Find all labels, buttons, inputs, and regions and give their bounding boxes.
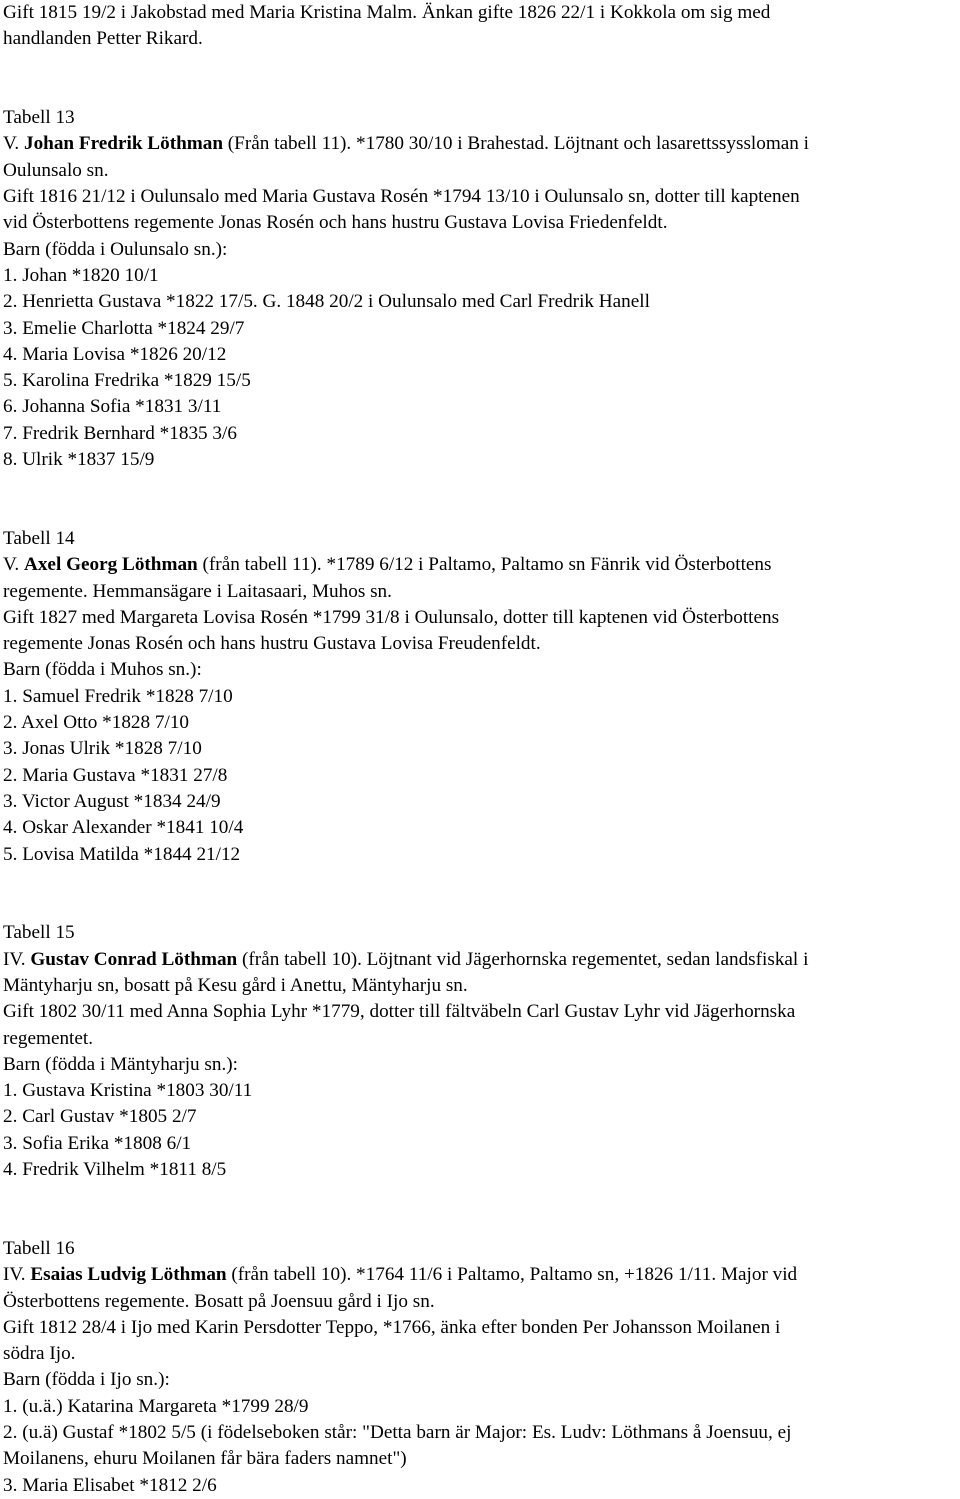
child-item: 5. Lovisa Matilda *1844 21/12 xyxy=(3,843,241,865)
body-line: vid Österbottens regemente Jonas Rosén och hans hustru Gustava Lovisa Friedenfeldt. xyxy=(3,212,668,234)
child-item: 2. Axel Otto *1828 7/10 xyxy=(3,712,190,734)
child-item: 4. Fredrik Vilhelm *1811 8/5 xyxy=(3,1159,227,1181)
section-tabell-13 xyxy=(3,105,956,473)
intro-line: handlanden Petter Rikard. xyxy=(3,28,203,50)
children-heading: Barn (födda i Muhos sn.): xyxy=(3,659,202,681)
section-tabell-16 xyxy=(3,1236,956,1499)
child-item: 3. Victor August *1834 24/9 xyxy=(3,790,221,812)
body-line: Gift 1802 30/11 med Anna Sophia Lyhr *1779, dotter till fältväbeln Carl Gustav Lyhr vid Jägerhornska xyxy=(3,1001,796,1023)
child-item: 3. Sofia Erika *1808 6/1 xyxy=(3,1132,192,1154)
section-tabell-14 xyxy=(3,526,956,868)
person-line xyxy=(3,552,956,578)
spacer xyxy=(3,1183,956,1236)
person-line xyxy=(3,1262,956,1288)
section-tabell-15 xyxy=(3,920,956,1183)
body-line: regemente Jonas Rosén och hans hustru Gustava Lovisa Freudenfeldt. xyxy=(3,633,541,655)
section-heading: Tabell 14 xyxy=(3,527,75,549)
child-item: 3. Jonas Ulrik *1828 7/10 xyxy=(3,738,202,760)
child-item: 1. Samuel Fredrik *1828 7/10 xyxy=(3,685,233,707)
person-suffix: (från tabell 10). *1764 11/6 i Paltamo, Paltamo sn, +1826 1/11. Major vid xyxy=(226,1264,798,1286)
person-name: Axel Georg Löthman xyxy=(23,554,198,576)
person-name: Johan Fredrik Löthman xyxy=(23,133,223,155)
child-item: 5. Karolina Fredrika *1829 15/5 xyxy=(3,370,251,392)
child-item: 2. Maria Gustava *1831 27/8 xyxy=(3,764,228,786)
child-item: 1. (u.ä.) Katarina Margareta *1799 28/9 xyxy=(3,1395,309,1417)
child-item: Moilanens, ehuru Moilanen får bära faders namnet") xyxy=(3,1448,407,1470)
child-item: 8. Ulrik *1837 15/9 xyxy=(3,449,155,471)
body-line: Oulunsalo sn. xyxy=(3,159,109,181)
person-name: Gustav Conrad Löthman xyxy=(30,948,238,970)
child-item: 1. Gustava Kristina *1803 30/11 xyxy=(3,1080,253,1102)
person-line xyxy=(3,947,956,973)
intro-line: Gift 1815 19/2 i Jakobstad med Maria Kristina Malm. Änkan gifte 1826 22/1 i Kokkola om sig med xyxy=(3,2,771,23)
child-item: 2. Carl Gustav *1805 2/7 xyxy=(3,1106,197,1128)
spacer xyxy=(3,868,956,921)
body-line: Mäntyharju sn, bosatt på Kesu gård i Anettu, Mäntyharju sn. xyxy=(3,974,468,996)
person-prefix: IV. xyxy=(3,1264,31,1286)
person-suffix: (från tabell 10). Löjtnant vid Jägerhornska regementet, sedan landsfiskal i xyxy=(237,948,809,970)
child-item: 4. Oskar Alexander *1841 10/4 xyxy=(3,817,244,839)
body-line: regemente. Hemmansägare i Laitasaari, Muhos sn. xyxy=(3,580,392,602)
person-line xyxy=(3,131,956,157)
section-heading: Tabell 15 xyxy=(3,922,75,944)
child-item: 7. Fredrik Bernhard *1835 3/6 xyxy=(3,422,237,444)
child-item: 1. Johan *1820 10/1 xyxy=(3,264,159,286)
section-heading: Tabell 13 xyxy=(3,107,75,129)
spacer xyxy=(3,473,956,526)
person-name: Esaias Ludvig Löthman xyxy=(30,1264,227,1286)
person-prefix: V. xyxy=(3,133,24,155)
children-heading: Barn (födda i Mäntyharju sn.): xyxy=(3,1053,238,1075)
child-item: 6. Johanna Sofia *1831 3/11 xyxy=(3,396,222,418)
body-line: Österbottens regemente. Bosatt på Joensuu gård i Ijo sn. xyxy=(3,1290,435,1312)
child-item: 2. Henrietta Gustava *1822 17/5. G. 1848 20/2 i Oulunsalo med Carl Fredrik Hanell xyxy=(3,291,650,313)
person-prefix: V. xyxy=(3,554,24,576)
section-heading: Tabell 16 xyxy=(3,1237,75,1259)
body-line: Gift 1812 28/4 i Ijo med Karin Persdotter Teppo, *1766, änka efter bonden Per Johansson Moilanen i xyxy=(3,1316,781,1338)
child-item: 3. Maria Elisabet *1812 2/6 xyxy=(3,1474,217,1496)
body-line: Gift 1816 21/12 i Oulunsalo med Maria Gustava Rosén *1794 13/10 i Oulunsalo sn, dotter till kaptenen xyxy=(3,186,800,208)
person-suffix: (från tabell 11). *1789 6/12 i Paltamo, Paltamo sn Fänrik vid Österbottens xyxy=(197,554,772,576)
body-line: Gift 1827 med Margareta Lovisa Rosén *1799 31/8 i Oulunsalo, dotter till kaptenen vid Österbottens xyxy=(3,606,780,628)
children-heading: Barn (födda i Oulunsalo sn.): xyxy=(3,238,228,260)
children-heading: Barn (födda i Ijo sn.): xyxy=(3,1369,170,1391)
body-line: regementet. xyxy=(3,1027,94,1049)
child-item: 3. Emelie Charlotta *1824 29/7 xyxy=(3,317,245,339)
child-item: 2. (u.ä) Gustaf *1802 5/5 (i födelseboken står: "Detta barn är Major: Es. Ludv: Löthmans å Joensuu, ej xyxy=(3,1422,792,1444)
person-prefix: IV. xyxy=(3,948,31,970)
child-item: 4. Maria Lovisa *1826 20/12 xyxy=(3,343,227,365)
person-suffix: (Från tabell 11). *1780 30/10 i Brahestad. Löjtnant och lasarettssyssloman i xyxy=(223,133,809,155)
body-line: södra Ijo. xyxy=(3,1343,76,1365)
spacer xyxy=(3,53,956,106)
